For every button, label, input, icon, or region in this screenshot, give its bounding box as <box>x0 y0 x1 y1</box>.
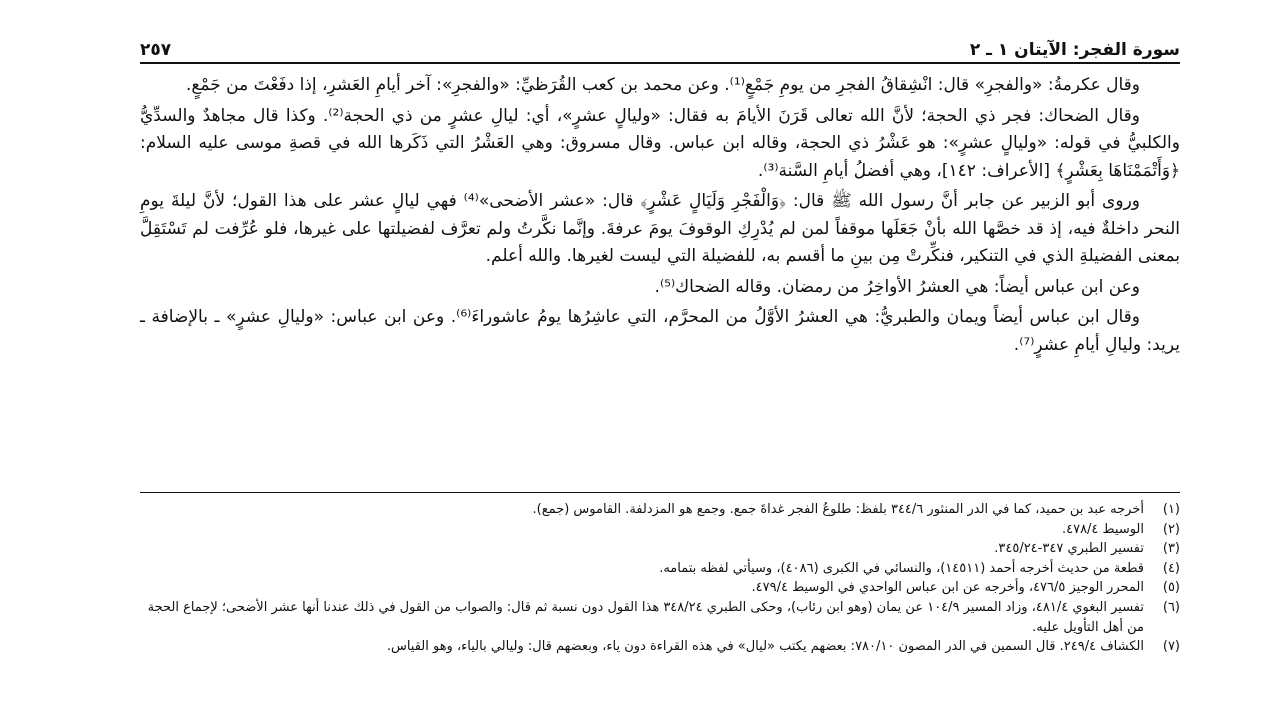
page-header <box>140 32 1180 60</box>
page-number: ٢٥٧ <box>140 40 172 60</box>
footnote <box>140 539 1180 559</box>
footnote-divider <box>140 492 1180 493</box>
footnote-number: (٧) <box>1162 639 1180 655</box>
footnote-text: قطعة من حديث أخرجه أحمد (١٤٥١١)، والنسائي في الكبرى (٤٠٨٦)، وسيأتي لفظه بتمامه. <box>659 560 1144 576</box>
footnote <box>140 637 1180 657</box>
paragraph: وقال ابن عباس أيضاً ويمان والطبريُّ: هي العشرُ الأوَّلُ من المحرَّم، التي عاشِرُها يومُ عاشوراءَ⁽⁶⁾. وعن ابن عباس: «وليالِ عشرٍ» ـ بالإضافة ـ يريد: وليالِ أيامِ عشرٍ⁽⁷⁾. <box>140 307 1180 355</box>
footnote-number: (١) <box>1162 502 1180 517</box>
footnote-text: الكشاف ٢٤٩/٤. قال السمين في الدر المصون ٧٨٠/١٠: بعضهم يكتب «ليال» في هذه القراءة دون ياء، وبعضهم قال: وليالي بالياء، وهو القياس. <box>386 639 1144 655</box>
main-text <box>140 72 1180 359</box>
book-page <box>140 22 1180 712</box>
footnotes <box>140 500 1180 657</box>
footnote-number: (٤) <box>1162 560 1180 576</box>
footnote-text: أخرجه عبد بن حميد، كما في الدر المنثور ٣٤٤/٦ بلفظ: طلوعُ الفجر غداةَ جمع. وجمع هو المزدلفة. القاموس (جمع). <box>532 502 1144 517</box>
footnote-number: (٢) <box>1162 521 1180 537</box>
footnote-number: (٦) <box>1162 599 1180 615</box>
footnote <box>140 578 1180 598</box>
footnote-text: تفسير الطبري ٣٤٧-٣٤٥/٢٤. <box>994 541 1144 557</box>
paragraph: وروى أبو الزبير عن جابر أنَّ رسول الله ﷺ قال: ﴿وَالْفَجْرِ وَلَيَالٍ عَشْرٍ﴾ قال: «عشر الأضحى»⁽⁴⁾ فهي ليالٍ عشر على هذا القول؛ لأنَّ ليلةَ يومِ النحر داخلةٌ فيه، إذ قد خصَّها الله بأنْ جَعَلَها موقفاً لمن لم يُدْرِكِ الوقوفَ يومَ عرفةَ. وإنَّما نكَّرتُ ولم تعرَّف لفضيلتها على غيرها، فلو عُرِّفت لم تَسْتَقِلَّ بمعنى الفضيلةِ الذي في التنكير، فنكِّرتْ مِن بينِ ما أقسم به، للفضيلة التي ليست لغيرها. والله أعلم. <box>140 191 1180 266</box>
footnote <box>140 500 1180 520</box>
footnote-number: (٥) <box>1162 580 1180 596</box>
paragraph: وقال عكرمةُ: «والفجرِ» قال: انْشِقاقُ الفجرِ من يومِ جَمْعٍ⁽¹⁾. وعن محمد بن كعب القُرَظيِّ: «والفجرِ»: آخر أيامِ العَشرِ، إذا دفَعْتَ من جَمْعٍ. <box>185 75 1140 95</box>
footnote <box>140 520 1180 540</box>
paragraph: وقال الضحاك: فجر ذي الحجة؛ لأنَّ الله تعالى قَرَنَ الأيامَ به فقال: «وليالٍ عشرٍ»، أي: ليالِ عشرٍ من ذي الحجة⁽²⁾. وكذا قال مجاهدٌ والسدِّيُّ والكلبيُّ في قوله: «وليالٍ عشرٍ»: هو عَشْرُ ذي الحجة، وقاله ابن عباس. وقال مسروق: وهي العَشْرُ التي ذَكَرها الله في قصةِ موسى عليه السلام: ﴿وَأَتْمَمْنَاهَا بِعَشْرٍ﴾ [الأعراف: ١٤٢]، وهي أفضلُ أيامِ السَّنة⁽³⁾. <box>140 105 1180 181</box>
footnote-text: المحرر الوجيز ٤٧٦/٥، وأخرجه عن ابن عباس الواحدي في الوسيط ٤٧٩/٤. <box>751 580 1144 596</box>
paragraph: وعن ابن عباس أيضاً: هي العشرُ الأواخِرُ من رمضان. وقاله الضحاك⁽⁵⁾. <box>654 276 1140 297</box>
header-divider <box>140 62 1180 64</box>
footnote <box>140 598 1180 637</box>
footnote-text: الوسيط ٤٧٨/٤. <box>1061 521 1144 537</box>
footnote <box>140 559 1180 579</box>
footnote-text: تفسير البغوي ٤٨١/٤، وزاد المسير ١٠٤/٩ عن يمان (وهو ابن رئاب)، وحكى الطبري ٣٤٨/٢٤ هذا القول دون نسبة ثم قال: والصواب من القول في ذلك عندنا أنها عشر الأضحى؛ لإجماع الحجة من أهل التأويل عليه. <box>147 599 1144 635</box>
surah-title: سورة الفجر: الآيتان ١ ـ ٢ <box>969 40 1180 60</box>
footnote-number: (٣) <box>1162 541 1180 557</box>
